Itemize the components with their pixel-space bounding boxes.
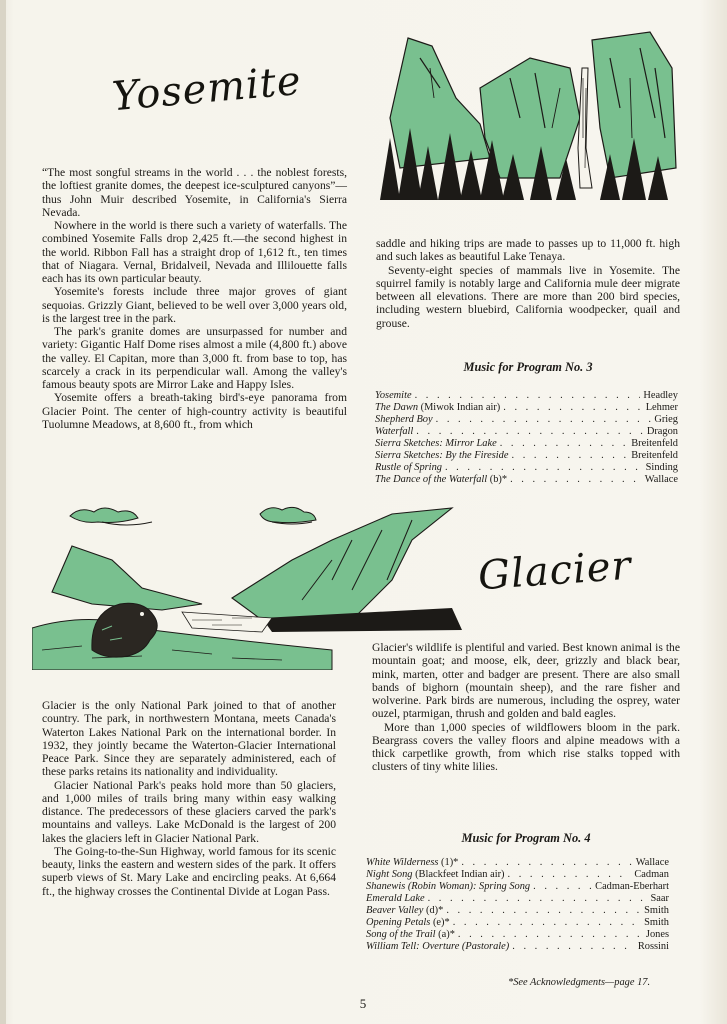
music-list-item: Night Song (Blackfeet Indian air) . . . Cadman <box>366 869 669 881</box>
music-program-4-heading: Music for Program No. 4 <box>461 831 591 845</box>
music-list-item: Beaver Valley (d)* . . . Smith <box>366 905 669 917</box>
yosemite-title: Yosemite <box>110 57 304 121</box>
paragraph: Yosemite offers a breath-taking bird's-eye panorama from Glacier Point. The center of high-country activity is beautiful Tuolumne Meadows, at 8,600 ft., from which <box>42 391 347 431</box>
music-list-item: Sierra Sketches: Mirror Lake . . . Breitenfeld <box>375 438 678 450</box>
clouds <box>70 507 316 525</box>
music-list-item: The Dance of the Waterfall (b)* . . . Wallace <box>375 474 678 486</box>
yosemite-text-right <box>376 237 680 330</box>
music-program-3-heading: Music for Program No. 3 <box>463 360 593 374</box>
music-program-4-list <box>366 857 669 953</box>
glacier-text-right <box>372 641 680 774</box>
music-list-item: Song of the Trail (a)* . . . Jones <box>366 929 669 941</box>
paragraph: The park's granite domes are unsurpassed for number and variety: Gigantic Half Dome rises almost a mile (4,800 ft.) above the valley. El Capitan, more than 3,000 ft. from base to top, has scarcely a crack in its perpendicular wall. Among the valley's famous beauty spots are Mirror Lake and Happy Isles. <box>42 325 347 391</box>
music-list-item: Waterfall . . . Dragon <box>375 426 678 438</box>
music-list-item: White Wilderness (1)* . . . Wallace <box>366 857 669 869</box>
music-list-item: Shanewis (Robin Woman): Spring Song . . . Cadman-Eberhart <box>366 881 669 893</box>
paragraph: Glacier is the only National Park joined to that of another country. The park, in northwestern Montana, meets Canada's Waterton Lakes National Park on the international border. In 1932, they jointly became the Waterton-Glacier International Peace Park. Since they are separately administered, each of these parks retains its nationality and individuality. <box>42 699 336 779</box>
paragraph: Seventy-eight species of mammals live in Yosemite. The squirrel family is notably large and California mule deer migrate between all elevations. There are more than 200 bird species, including western bluebird, California woodpecker, quail and grouse. <box>376 263 680 330</box>
music-list-item: Opening Petals (e)* . . . Smith <box>366 917 669 929</box>
paragraph: Glacier National Park's peaks hold more than 50 glaciers, and 1,000 miles of trails bring many within easy walking distance. The predecessors of these glaciers carved the park's mountains and valleys. Lake McDonald is the largest of 200 lakes the glaciers left in Glacier National Park. <box>42 778 336 845</box>
music-list-item: Yosemite . . . Headley <box>375 390 678 402</box>
paragraph: saddle and hiking trips are made to passes up to 11,000 ft. high and such lakes as beautiful Lake Tenaya. <box>376 237 680 264</box>
music-program-3-list <box>375 390 678 486</box>
music-list-item: Rustle of Spring . . . Sinding <box>375 462 678 474</box>
paragraph: The Going-to-the-Sun Highway, world famous for its scenic beauty, links the eastern and western sides of the park. It offers superb views of St. Mary Lake and encircling peaks. At 6,664 ft., the highway crosses the Continental Divide at Logan Pass. <box>42 844 336 898</box>
paragraph: “The most songful streams in the world . . . the noblest forests, the loftiest granite domes, the deepest ice-sculptured canyons”—thus John Muir described Yosemite, in California's Sierra Nevada. <box>42 166 347 219</box>
music-list-item: Shepherd Boy . . . Grieg <box>375 414 678 426</box>
yosemite-illustration <box>360 28 682 204</box>
page-number: 5 <box>359 996 367 1011</box>
footnote: *See Acknowledgments—page 17. <box>508 977 651 988</box>
paragraph: Glacier's wildlife is plentiful and varied. Best known animal is the mountain goat; and moose, elk, deer, grizzly and black bear, mink, marten, otter and badger are present. There are also small bands of bighorn (mountain sheep), and the rare fisher and wolverine. Park birds are numerous, including the osprey, water ouzel, ptarmigan, thrush and golden and bald eagles. <box>372 641 680 721</box>
waterfall <box>578 68 592 188</box>
music-list-item: William Tell: Overture (Pastorale) . . . Rossini <box>366 941 669 953</box>
yosemite-text-left <box>42 166 347 431</box>
page-edge <box>0 0 6 1024</box>
glacier-title: Glacier <box>476 542 634 600</box>
music-list-item: The Dawn (Miwok Indian air) . . . Lehmer <box>375 402 678 414</box>
paragraph: Yosemite's forests include three major groves of giant sequoias. Grizzly Giant, believed to be well over 3,000 years old, is the largest tree in the park. <box>42 285 347 325</box>
music-list-item: Emerald Lake . . . Saar <box>366 893 669 905</box>
music-list-item: Sierra Sketches: By the Fireside . . . Breitenfeld <box>375 450 678 462</box>
paragraph: More than 1,000 species of wildflowers bloom in the park. Beargrass covers the valley floors and alpine meadows with a thick carpetlike growth, from which rise stalks topped with clusters of tiny white lilies. <box>372 720 680 774</box>
paragraph: Nowhere in the world is there such a variety of waterfalls. The combined Yosemite Falls drop 2,425 ft.—the second highest in the world. Ribbon Fall has a straight drop of 1,612 ft., ten times that of Niagara. Vernal, Bridalveil, Nevada and Illilouette falls each has its own particular beauty. <box>42 219 347 285</box>
glacier-text-left <box>42 699 336 898</box>
